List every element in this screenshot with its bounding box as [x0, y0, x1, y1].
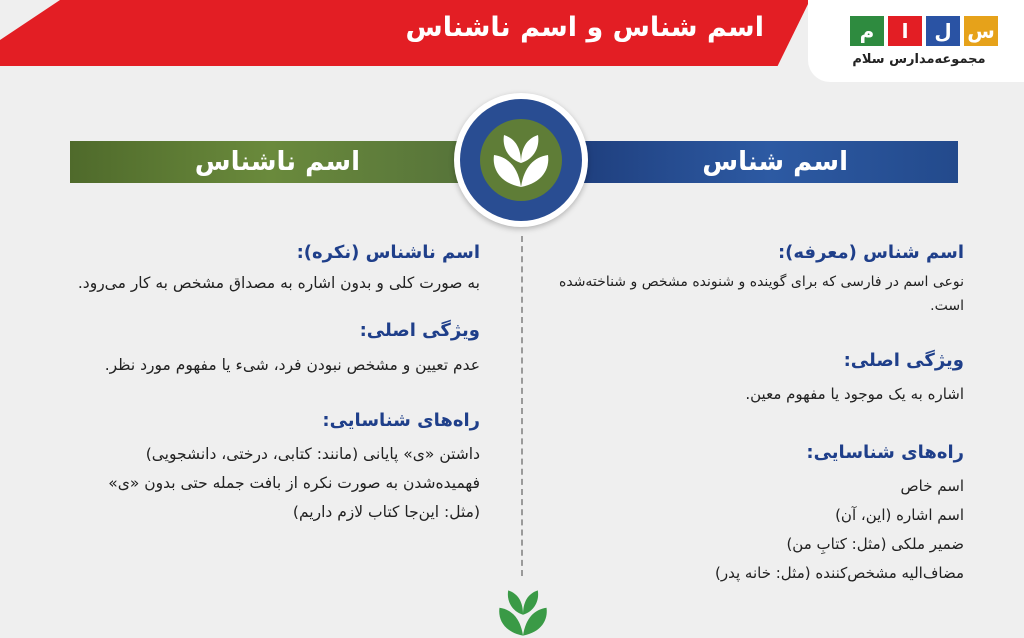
- list-item: اسم اشاره (این، آن): [835, 506, 964, 524]
- logo-caption: مجموعه‌مدارس سلام: [852, 52, 986, 67]
- unknown-feature-heading: ویژگی اصلی:: [359, 320, 480, 341]
- logo: [808, 0, 1024, 82]
- list-item: داشتن «ی» پایانی (مانند: کتابی، درختی، دانشجویی): [145, 445, 480, 463]
- known-feature-heading: ویژگی اصلی:: [843, 350, 964, 371]
- list-item: (مثل: این‌جا کتاب لازم داریم): [292, 503, 480, 521]
- column-divider: [521, 236, 523, 576]
- known-noun-column: [540, 240, 964, 588]
- center-badge: [454, 93, 588, 227]
- logo-letter-sin: س: [964, 16, 998, 46]
- logo-letter-alef: ا: [888, 16, 922, 46]
- known-noun-bar-title: اسم شناس: [702, 147, 848, 177]
- unknown-ways-heading: راه‌های شناسایی:: [322, 410, 480, 431]
- unknown-noun-column: [60, 240, 480, 527]
- header-corner-decoration: [0, 0, 60, 40]
- logo-letter-lam: ل: [926, 16, 960, 46]
- unknown-definition-text: به صورت کلی و بدون اشاره به مصداق مشخص به کار می‌رود.: [77, 274, 480, 292]
- known-ways-heading: راه‌های شناسایی:: [806, 442, 964, 463]
- page-title: اسم شناس و اسم ناشناس: [405, 12, 764, 43]
- known-feature-text: اشاره به یک موجود یا مفهوم معین.: [745, 385, 964, 403]
- list-item: اسم خاص: [900, 477, 964, 495]
- leaf-sprout-icon: [496, 588, 550, 638]
- known-definition-heading: اسم شناس (معرفه):: [777, 242, 964, 263]
- logo-letters: [850, 16, 998, 46]
- unknown-noun-bar-title: اسم ناشناس: [194, 147, 360, 177]
- logo-letter-mim: م: [850, 16, 884, 46]
- list-item: ضمیر ملکی (مثل: کتابِ من): [786, 535, 964, 553]
- list-item: فهمیده‌شدن به صورت نکره از بافت جمله حتی بدون «ی»: [108, 474, 480, 492]
- unknown-definition-heading: اسم ناشناس (نکره):: [296, 242, 480, 263]
- unknown-feature-text: عدم تعیین و مشخص نبودن فرد، شیء یا مفهوم مورد نظر.: [104, 356, 480, 374]
- list-item: مضاف‌الیه مشخص‌کننده (مثل: خانه پدر): [715, 564, 964, 582]
- known-definition-text: نوعی اسم در فارسی که برای گوینده و شنونده مشخص و شناخته‌شده است.: [559, 274, 964, 314]
- unknown-noun-bar: [70, 141, 470, 183]
- known-noun-bar: [580, 141, 958, 183]
- leaf-sprout-icon: [490, 133, 552, 189]
